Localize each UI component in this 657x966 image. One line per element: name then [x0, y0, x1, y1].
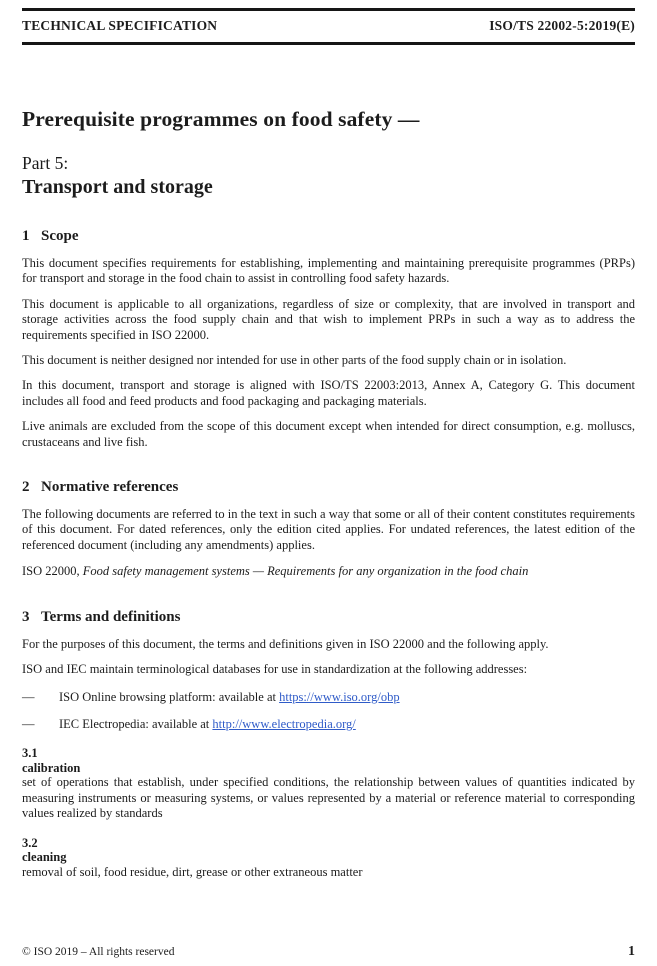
section-title: Normative references	[41, 479, 179, 496]
running-footer	[22, 944, 635, 960]
list-item-text	[59, 717, 356, 732]
definition-text: removal of soil, food residue, dirt, grease or other extraneous matter	[22, 864, 363, 879]
definition-text: set of operations that establish, under specified conditions, the relationship between values of quantities indicated by measuring instruments or measuring systems, or values represented by a material or reference material to corresponding values realized by standards	[22, 775, 635, 821]
electropedia-link[interactable]: http://www.electropedia.org/	[212, 716, 356, 731]
copyright-notice: © ISO 2019 – All rights reserved	[22, 946, 175, 958]
document-part-number: Part 5:	[22, 153, 69, 173]
list-item-iso-obp	[22, 690, 635, 705]
document-title: Prerequisite programmes on food safety —	[22, 107, 420, 131]
section-title: Scope	[41, 228, 79, 244]
document-type-label: TECHNICAL SPECIFICATION	[22, 18, 218, 33]
scope-paragraph-4: In this document, transport and storage is aligned with ISO/TS 22003:2013, Annex A, Category G. This document includes all food and feed products and food packaging and packaging materials.	[22, 378, 635, 408]
terms-paragraph-2: ISO and IEC maintain terminological databases for use in standardization at the following addresses:	[22, 662, 528, 677]
list-item-prefix: ISO Online browsing platform: available at	[59, 689, 280, 704]
section-number: 2	[22, 479, 30, 496]
section-heading-scope	[22, 228, 635, 245]
terms-paragraph-1: For the purposes of this document, the terms and definitions given in ISO 22000 and the following apply.	[22, 636, 549, 651]
section-number: 1	[22, 228, 30, 244]
section-heading-terms-definitions	[22, 609, 635, 626]
scope-paragraph-2: This document is applicable to all organizations, regardless of size or complexity, that are involved in transport and storage activities across the food supply chain and that wish to implement PRPs in such a way as to address the requirements specified in ISO 22000.	[22, 296, 635, 342]
list-item-text	[59, 690, 400, 705]
definition-entry-cleaning	[22, 836, 635, 880]
definition-number: 3.2	[22, 835, 38, 850]
page-number: 1	[628, 944, 635, 959]
definition-number: 3.1	[22, 746, 38, 761]
list-item-iec-electropedia	[22, 717, 635, 732]
scope-paragraph-3: This document is neither designed nor intended for use in other parts of the food supply chain or in isolation.	[22, 353, 567, 368]
section-number: 3	[22, 608, 30, 625]
page-content	[0, 107, 657, 880]
document-reference-label: ISO/TS 22002-5:2019(E)	[489, 18, 635, 33]
reference-title: Food safety management systems — Requirements for any organization in the food chain	[82, 564, 529, 579]
dash-bullet: —	[22, 716, 35, 731]
section-heading-normative-references	[22, 479, 635, 496]
list-item-prefix: IEC Electropedia: available at	[59, 716, 213, 731]
running-header	[22, 8, 635, 45]
iso-obp-link[interactable]: https://www.iso.org/obp	[279, 689, 400, 704]
definition-term: cleaning	[22, 850, 67, 865]
section-title: Terms and definitions	[41, 608, 181, 625]
dash-bullet: —	[22, 689, 35, 704]
normative-reference-entry	[22, 564, 635, 579]
definition-term: calibration	[22, 760, 81, 775]
normative-paragraph-1: The following documents are referred to in the text in such a way that some or all of their content constitutes requirements of this document. For dated references, only the edition cited applies. For undated references, the latest edition of the referenced document (including any amendments) applies.	[22, 507, 635, 552]
scope-paragraph-5: Live animals are excluded from the scope of this document except when intended for direct consumption, e.g. molluscs, crustaceans and live fish.	[22, 419, 635, 449]
document-part-title: Transport and storage	[22, 176, 213, 198]
definition-entry-calibration	[22, 746, 635, 821]
scope-paragraph-1: This document specifies requirements for establishing, implementing and maintaining prerequisite programmes (PRPs) for transport and storage in the food chain to assist in controlling food safety hazards.	[22, 256, 635, 286]
reference-designation: ISO 22000,	[22, 564, 83, 579]
